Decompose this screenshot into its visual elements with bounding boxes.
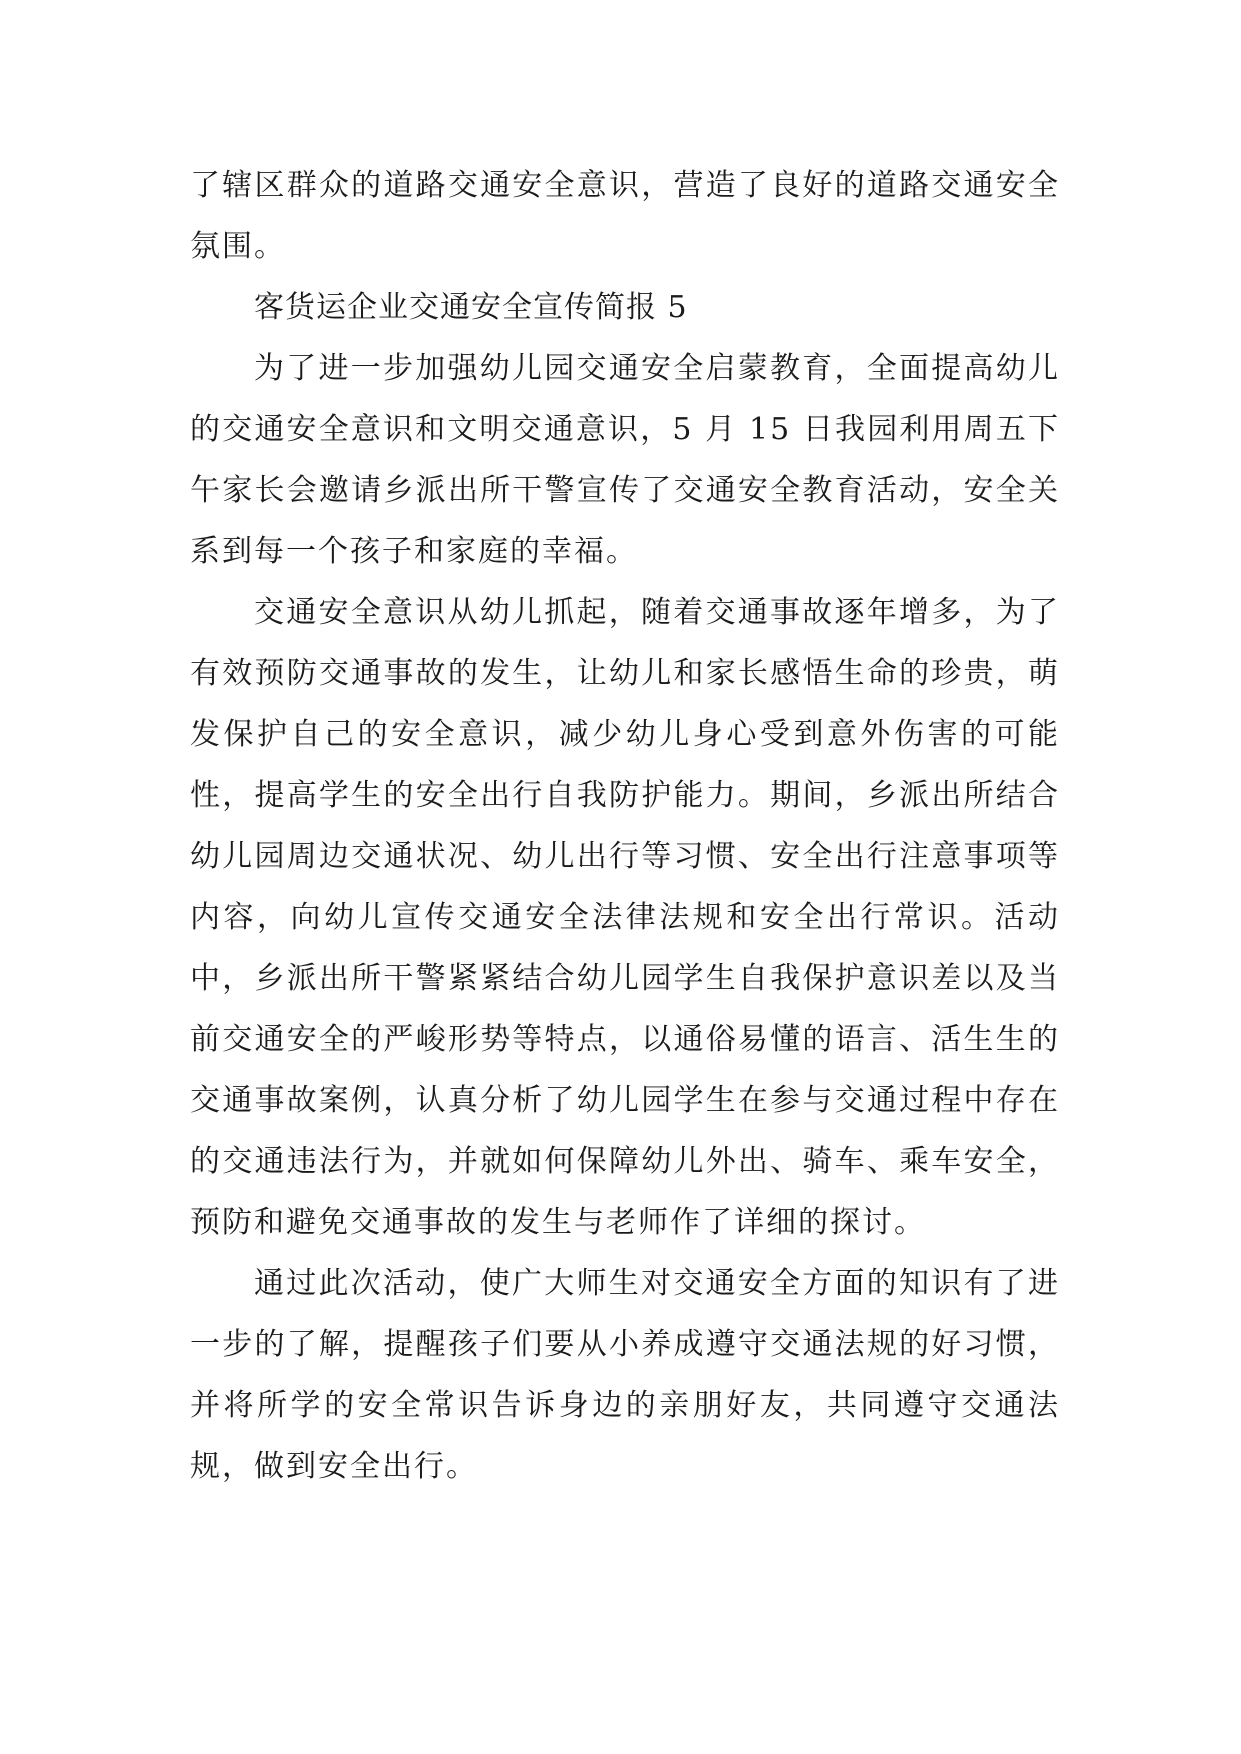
paragraph-2: 交通安全意识从幼儿抓起，随着交通事故逐年增多，为了有效预防交通事故的发生，让幼儿和家长感悟生命的珍贵，萌发保护自己的安全意识，减少幼儿身心受到意外伤害的可能性，提高学生的安全出行自我防护能力。期间，乡派出所结合幼儿园周边交通状况、幼儿出行等习惯、安全出行注意事项等内容，向幼儿宣传交通安全法律法规和安全出行常识。活动中，乡派出所干警紧紧结合幼儿园学生自我保护意识差以及当前交通安全的严峻形势等特点，以通俗易懂的语言、活生生的交通事故案例，认真分析了幼儿园学生在参与交通过程中存在的交通违法行为，并就如何保障幼儿外出、骑车、乘车安全，预防和避免交通事故的发生与老师作了详细的探讨。 — [190, 595, 1060, 1240]
document-body — [190, 155, 1060, 1497]
continued-paragraph: 了辖区群众的道路交通安全意识，营造了良好的道路交通安全氛围。 — [190, 168, 1060, 264]
paragraph-1: 为了进一步加强幼儿园交通安全启蒙教育，全面提高幼儿的交通安全意识和文明交通意识，5 月 15 日我园利用周五下午家长会邀请乡派出所干警宣传了交通安全教育活动，安全关系到每一个孩子和家庭的幸福。 — [190, 351, 1060, 569]
section-heading: 客货运企业交通安全宣传简报 5 — [254, 290, 688, 325]
paragraph-3: 通过此次活动，使广大师生对交通安全方面的知识有了进一步的了解，提醒孩子们要从小养成遵守交通法规的好习惯，并将所学的安全常识告诉身边的亲朋好友，共同遵守交通法规，做到安全出行。 — [190, 1266, 1060, 1484]
